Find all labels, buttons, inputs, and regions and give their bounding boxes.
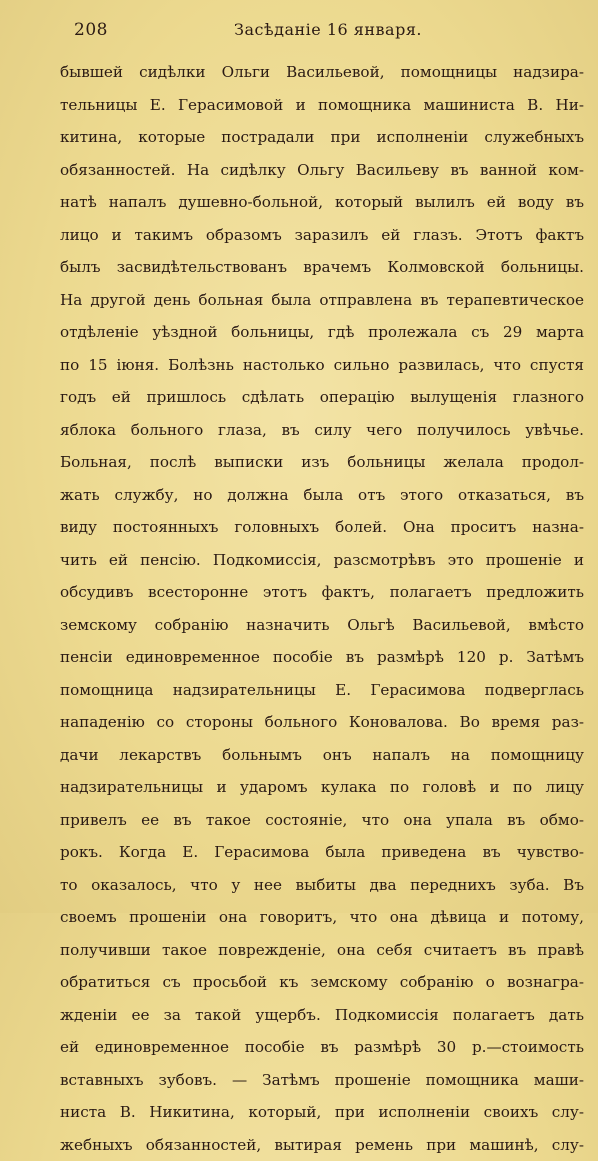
text-line: жденіи ее за такой ущербъ. Подкомиссія полагаетъ дать (60, 999, 584, 1032)
text-line: Больная, послѣ выписки изъ больницы желала продол- (60, 446, 584, 479)
text-line: ниста В. Никитина, который, при исполненіи своихъ слу- (60, 1096, 584, 1129)
text-line: рокъ. Когда Е. Герасимова была приведена въ чувство- (60, 836, 584, 869)
text-line: своемъ прошеніи она говоритъ, что она дѣвица и потому, (60, 901, 584, 934)
text-line: надзирательницы и ударомъ кулака по головѣ и по лицу (60, 771, 584, 804)
text-line: по 15 іюня. Болѣзнь настолько сильно развилась, что спустя (60, 349, 584, 382)
text-line: земскому собранію назначить Ольгѣ Васильевой, вмѣсто (60, 609, 584, 642)
text-line: На другой день больная была отправлена въ терапевтическое (60, 284, 584, 317)
text-line: виду постоянныхъ головныхъ болей. Она проситъ назна- (60, 511, 584, 544)
text-line: пенсіи единовременное пособіе въ размѣрѣ 120 р. Затѣмъ (60, 641, 584, 674)
text-line: яблока больного глаза, въ силу чего получилось увѣчье. (60, 414, 584, 447)
body-text (60, 56, 584, 1161)
text-line: бывшей сидѣлки Ольги Васильевой, помощницы надзира- (60, 56, 584, 89)
text-line: вставныхъ зубовъ. — Затѣмъ прошеніе помощника маши- (60, 1064, 584, 1097)
text-line: ей единовременное пособіе въ размѣрѣ 30 р.—стоимость (60, 1031, 584, 1064)
text-line: дачи лекарствъ больнымъ онъ напалъ на помощницу (60, 739, 584, 772)
text-line: былъ засвидѣтельствованъ врачемъ Колмовской больницы. (60, 251, 584, 284)
text-line: обсудивъ всесторонне этотъ фактъ, полагаетъ предложить (60, 576, 584, 609)
text-line: обратиться съ просьбой къ земскому собранію о вознагра- (60, 966, 584, 999)
text-line: жать службу, но должна была отъ этого отказаться, въ (60, 479, 584, 512)
text-line: лицо и такимъ образомъ заразилъ ей глазъ. Этотъ фактъ (60, 219, 584, 252)
text-line: привелъ ее въ такое состояніе, что она упала въ обмо- (60, 804, 584, 837)
page-header (74, 16, 586, 44)
text-line: чить ей пенсію. Подкомиссія, разсмотрѣвъ это прошеніе и (60, 544, 584, 577)
text-line: годъ ей пришлось сдѣлать операцію вылущенія глазного (60, 381, 584, 414)
text-line: тельницы Е. Герасимовой и помощника машиниста В. Ни- (60, 89, 584, 122)
page-number: 208 (74, 20, 108, 40)
text-line: помощница надзирательницы Е. Герасимова подверглась (60, 674, 584, 707)
running-head: Засѣданіе 16 января. (234, 20, 422, 39)
text-line: жебныхъ обязанностей, вытирая ремень при машинѣ, слу- (60, 1129, 584, 1161)
text-line: обязанностей. На сидѣлку Ольгу Васильеву въ ванной ком- (60, 154, 584, 187)
text-line: нападенію со стороны больного Коновалова. Во время раз- (60, 706, 584, 739)
text-line: китина, которые пострадали при исполненіи служебныхъ (60, 121, 584, 154)
text-line: получивши такое поврежденіе, она себя считаетъ въ правѣ (60, 934, 584, 967)
text-line: то оказалось, что у нее выбиты два переднихъ зуба. Въ (60, 869, 584, 902)
text-line: натѣ напалъ душевно-больной, который вылилъ ей воду въ (60, 186, 584, 219)
text-line: отдѣленіе уѣздной больницы, гдѣ пролежала съ 29 марта (60, 316, 584, 349)
